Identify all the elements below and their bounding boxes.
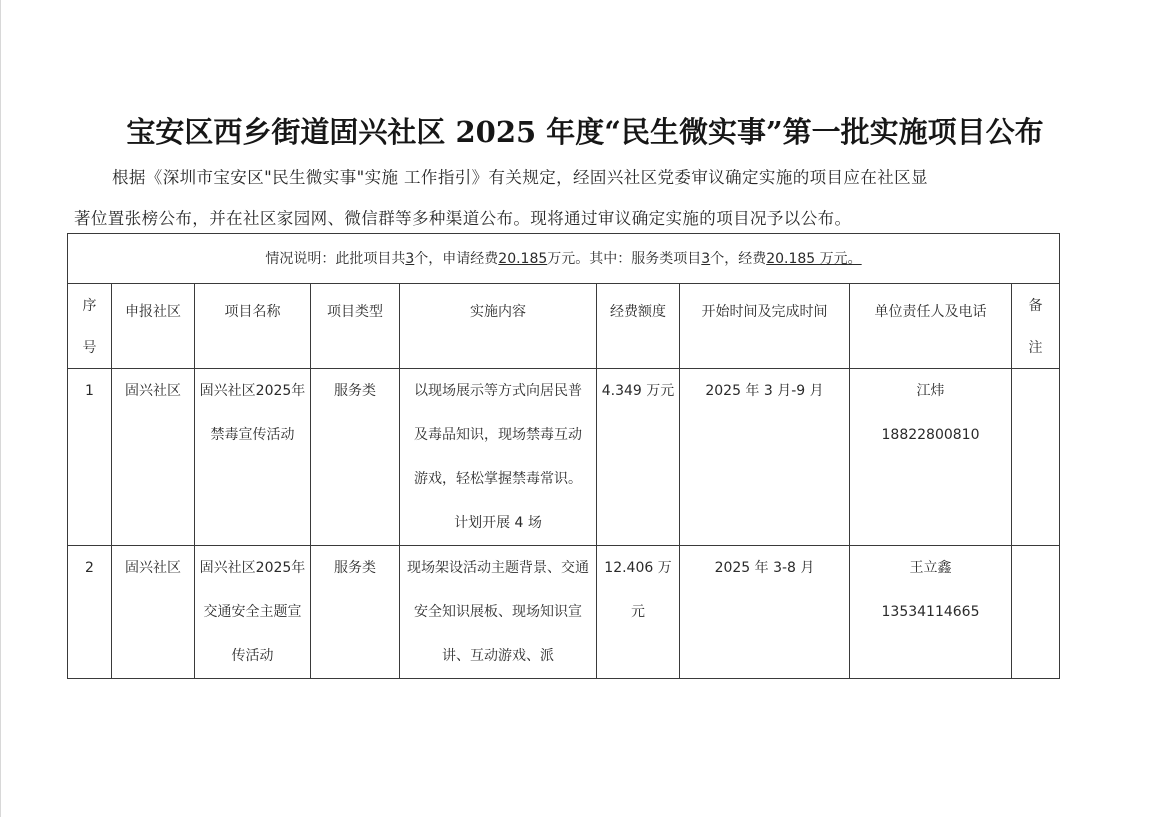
table-row [68,546,1060,679]
row-1-community: 固兴社区 [112,369,195,546]
row-1-period: 2025 年 3 月-9 月 [680,369,850,546]
row-1-remark [1012,369,1060,546]
document-title: 宝安区西乡街道固兴社区 2025 年度“民生微实事”第一批实施项目公布 [126,115,1044,149]
row-1-seq: 1 [68,369,112,546]
header-community: 申报社区 [112,284,195,369]
row-2-content: 现场架设活动主题背景、交通安全知识展板、现场知识宣讲、互动游戏、派 [400,546,597,679]
row-2-contact-name: 王立鑫 [909,560,952,576]
summary-count: 3 [405,250,415,267]
header-remark [1012,284,1060,369]
summary-text-2: 个，申请经费 [414,250,499,267]
summary-service-amount: 20.185 万元。 [766,250,862,267]
header-remark-bottom: 注 [1028,340,1043,356]
summary-row [68,234,1060,284]
summary-text-1: 情况说明：此批项目共 [265,250,406,267]
header-name: 项目名称 [195,284,311,369]
row-2-contact [850,546,1012,679]
header-seq-top: 序 [82,298,97,314]
project-table [67,233,1060,679]
header-budget: 经费额度 [597,284,680,369]
header-content: 实施内容 [400,284,597,369]
row-1-contact [850,369,1012,546]
summary-service-count: 3 [701,250,711,267]
row-2-budget: 12.406 万元 [597,546,680,679]
row-2-community: 固兴社区 [112,546,195,679]
summary-text-4: 个，经费 [710,250,767,267]
row-2-type: 服务类 [311,546,400,679]
summary-text-3: 万元。其中：服务类项目 [547,250,702,267]
row-2-name: 固兴社区2025年交通安全主题宣传活动 [195,546,311,679]
header-remark-top: 备 [1028,298,1043,314]
row-1-contact-name: 江炜 [916,383,945,399]
summary-amount: 20.185 [498,250,548,267]
row-1-type: 服务类 [311,369,400,546]
row-2-remark [1012,546,1060,679]
header-contact: 单位责任人及电话 [850,284,1012,369]
header-seq-bottom: 号 [82,340,97,356]
row-1-budget: 4.349 万元 [597,369,680,546]
header-seq [68,284,112,369]
row-1-name: 固兴社区2025年禁毒宣传活动 [195,369,311,546]
header-period: 开始时间及完成时间 [680,284,850,369]
intro-paragraph-line-2: 著位置张榜公布，并在社区家园网、微信群等多种渠道公布。现将通过审议确定实施的项目况予以公布。 [74,209,852,228]
row-2-seq: 2 [68,546,112,679]
row-2-contact-phone: 13534114665 [881,604,980,620]
intro-paragraph-line-1: 根据《深圳市宝安区"民生微实事"实施 工作指引》有关规定，经固兴社区党委审议确定实施的项目应在社区显 [112,168,928,187]
row-1-content: 以现场展示等方式向居民普及毒品知识，现场禁毒互动游戏，轻松掌握禁毒常识。计划开展 4 场 [400,369,597,546]
table-row [68,369,1060,546]
summary-cell [68,234,1060,284]
row-1-contact-phone: 18822800810 [881,427,980,443]
table-header-row [68,284,1060,369]
row-2-period: 2025 年 3-8 月 [680,546,850,679]
header-type: 项目类型 [311,284,400,369]
